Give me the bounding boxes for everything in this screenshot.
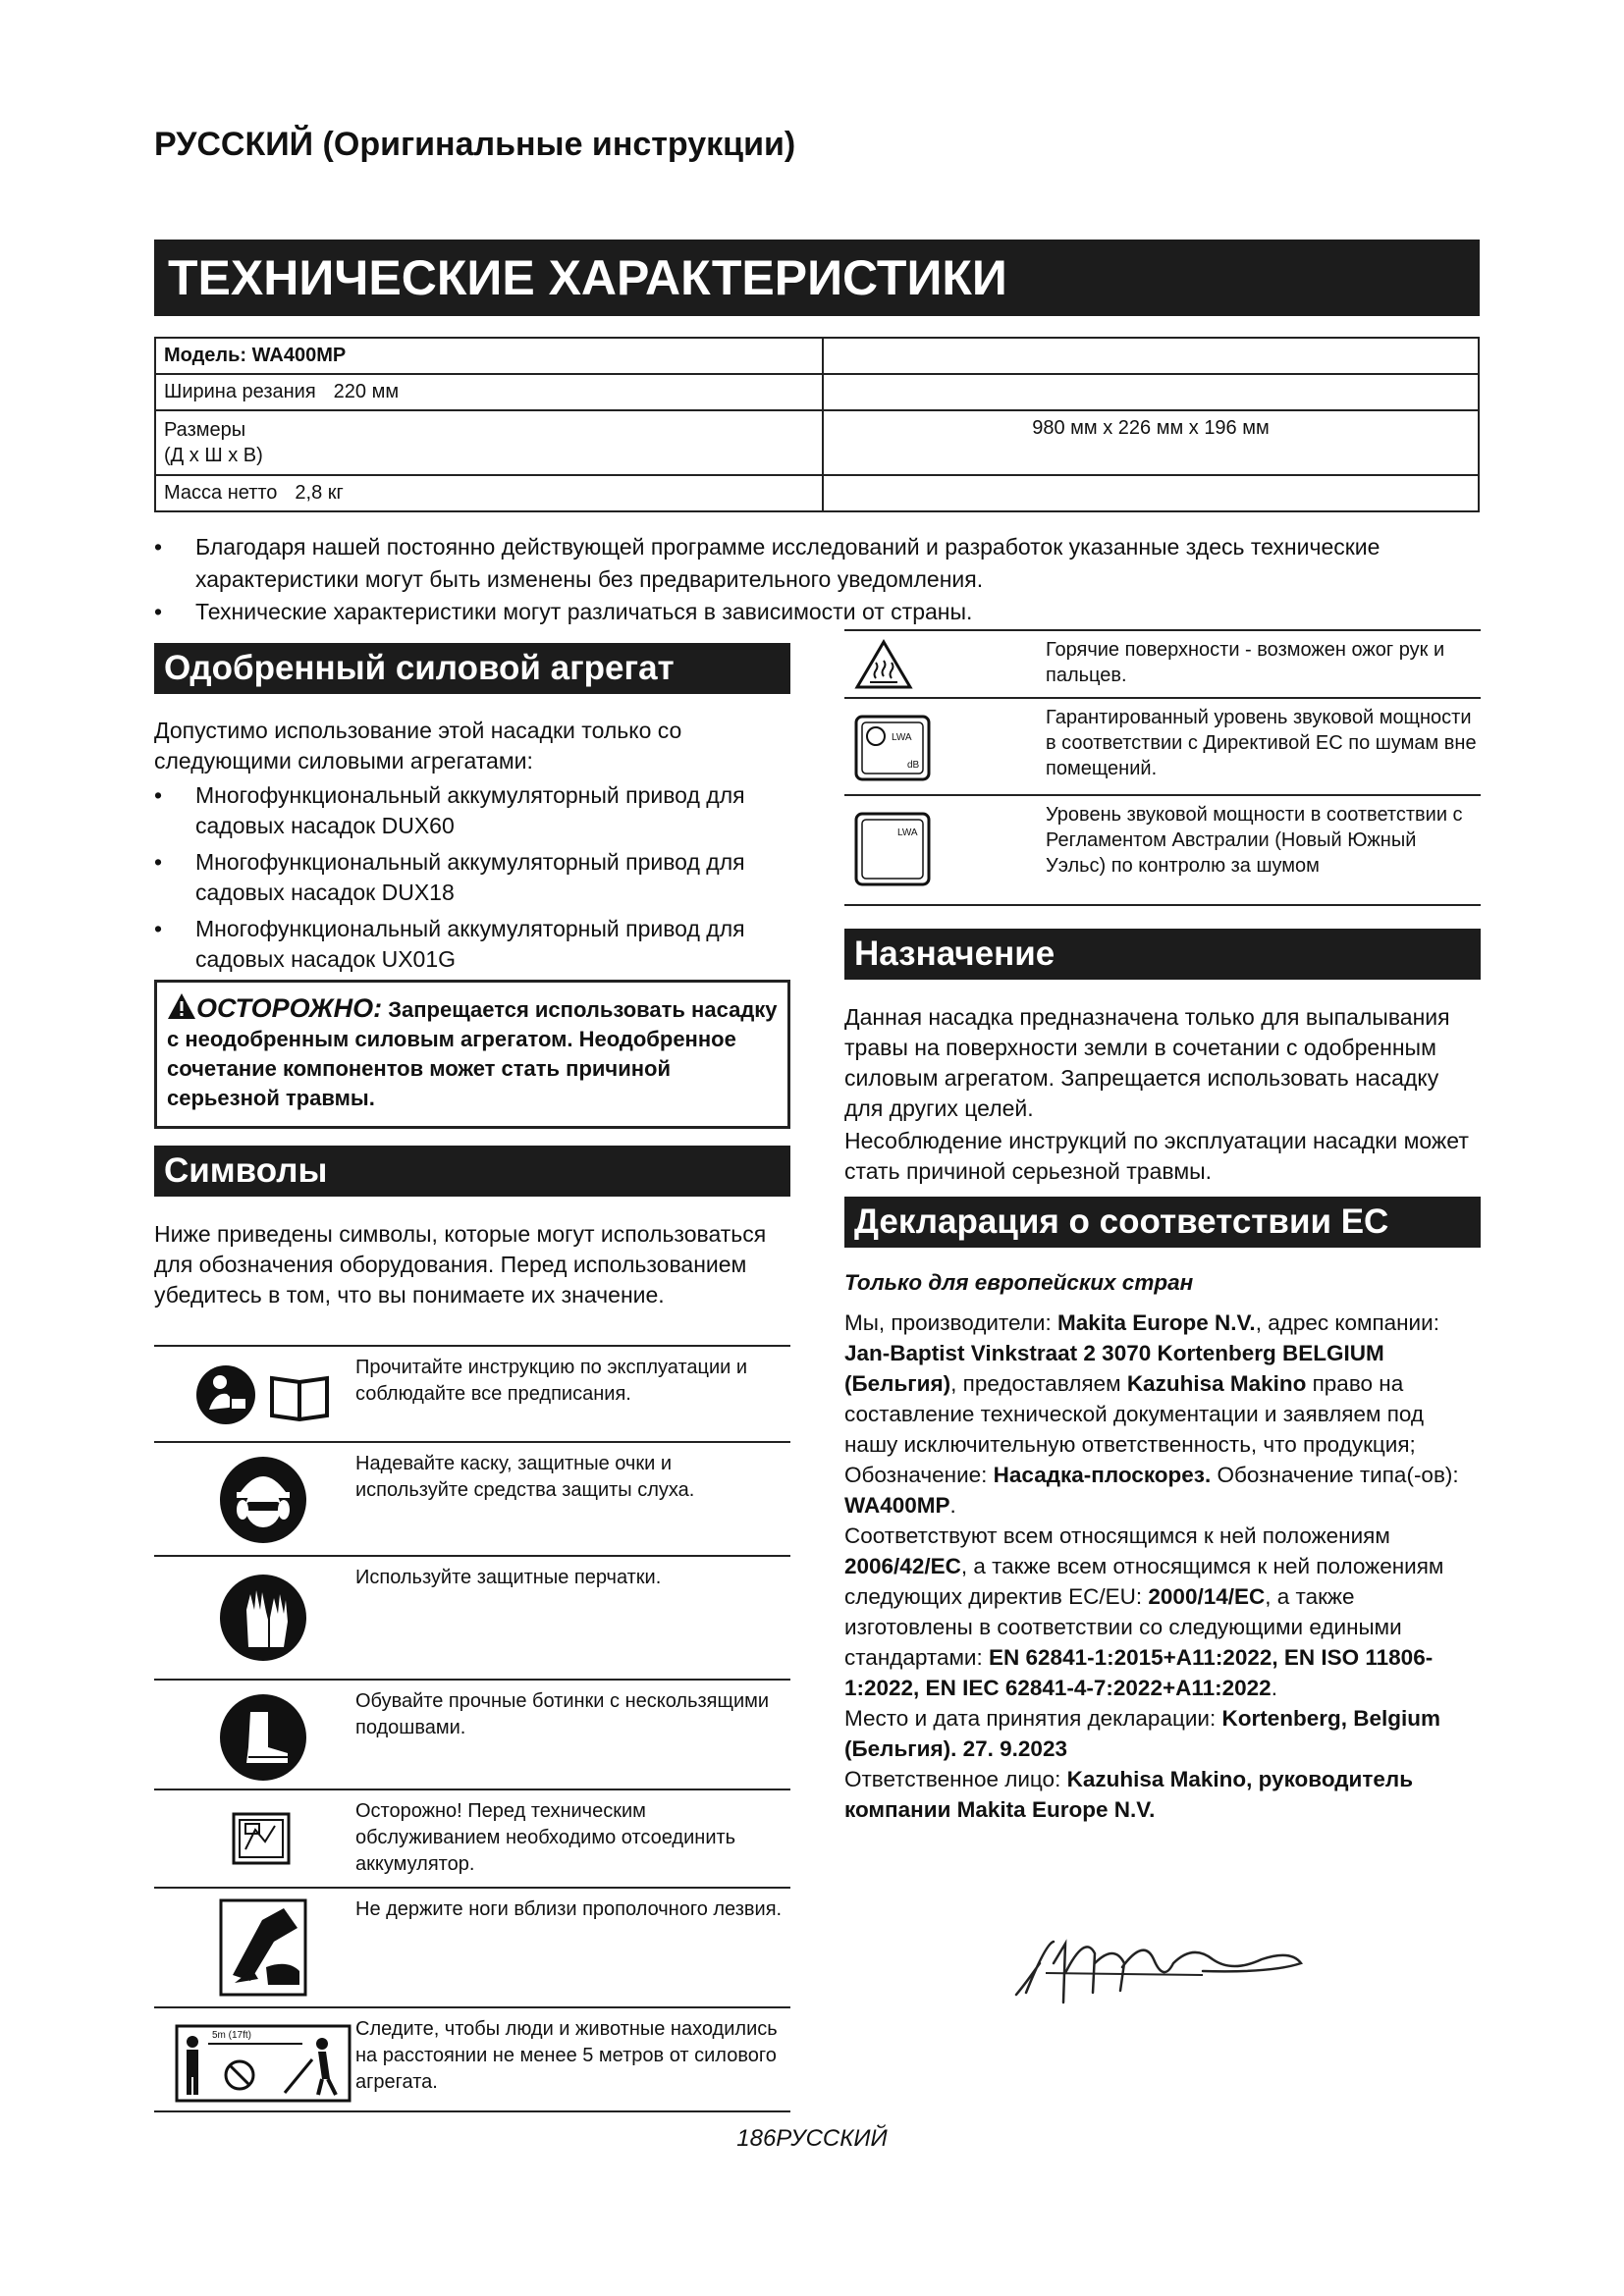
symbol-text: Надевайте каску, защитные очки и используйте средства защиты слуха. xyxy=(355,1453,695,1501)
symbol-row xyxy=(154,1790,790,1889)
symbol-text: Следите, чтобы люди и животные находились на расстоянии не менее 5 метров от силового агрегата. xyxy=(355,2018,778,2093)
boots-icon xyxy=(160,1690,366,1785)
symbol-row xyxy=(844,631,1481,699)
warning-triangle-icon xyxy=(167,992,196,1020)
text: право на составление технической документации и заявляем под нашу исключительную ответственность, что продукция; xyxy=(844,1371,1425,1457)
declaration-paragraph xyxy=(844,1460,1481,1521)
authorized-person: Kazuhisa Makino xyxy=(1126,1371,1307,1396)
spec-name: Масса нетто xyxy=(164,482,278,504)
spec-notes xyxy=(154,531,1460,628)
table-cell xyxy=(823,338,1479,374)
spec-value: 220 мм xyxy=(333,381,400,402)
declaration-paragraph xyxy=(844,1521,1481,1703)
text: Ответственное лицо: xyxy=(844,1767,1067,1791)
power-unit-intro: Допустимо использование этой насадки только со следующими силовыми агрегатами: xyxy=(154,718,682,774)
text: , а также изготовлены в соответствии со следующими едиными стандартами: xyxy=(844,1584,1402,1670)
hot-surface-icon xyxy=(854,639,913,690)
keep-feet-away-icon xyxy=(160,1898,366,1997)
symbol-text: Не держите ноги вблизи прополочного лезвия. xyxy=(355,1898,783,1920)
symbol-row xyxy=(844,796,1481,906)
spec-value: 2,8 кг xyxy=(295,482,344,504)
list-item-text: Многофункциональный аккумуляторный привод для садовых насадок DUX60 xyxy=(195,782,745,838)
list-item xyxy=(154,531,1460,596)
symbol-text: Обувайте прочные ботинки с нескользящими подошвами. xyxy=(355,1690,770,1738)
warning-text: Запрещается использовать насадку с неодобренным силовым агрегатом. Неодобренное сочетание компонентов может стать причиной серьезной травмы. xyxy=(167,997,778,1110)
helmet-goggles-earmuffs-icon xyxy=(160,1453,366,1547)
standards: EN 62841-1:2015+A11:2022, EN ISO 11806-1:2022, EN IEC 62841-4-7:2022+A11:2022 xyxy=(844,1645,1434,1700)
symbols-intro: Ниже приведены символы, которые могут использоваться для обозначения оборудования. Перед использованием убедитесь в том, что вы понимаете их значение. xyxy=(154,1221,767,1308)
svg-text:LWA: LWA xyxy=(892,732,912,743)
note-text: Технические характеристики могут различаться в зависимости от страны. xyxy=(195,599,973,624)
list-item-text: Многофункциональный аккумуляторный привод для садовых насадок UX01G xyxy=(195,916,745,972)
symbol-text: Гарантированный уровень звуковой мощности в соответствии с Директивой ЕС по шумам вне помещений. xyxy=(1046,707,1477,779)
table-cell xyxy=(823,374,1479,410)
text: . xyxy=(949,1493,956,1518)
main-heading: ТЕХНИЧЕСКИЕ ХАРАКТЕРИСТИКИ xyxy=(154,240,1480,316)
manufacturer-address: Jan-Baptist Vinkstraat 2 3070 Kortenberg BELGIUM (Бельгия) xyxy=(844,1341,1384,1396)
svg-text:dB: dB xyxy=(907,760,920,771)
list-item xyxy=(154,914,763,975)
purpose-warning-text: Несоблюдение инструкций по эксплуатации насадки может стать причиной серьезной травмы. xyxy=(844,1128,1469,1184)
table-row xyxy=(155,410,1479,475)
table-row xyxy=(155,338,1479,374)
directive: 2006/42/EC xyxy=(844,1554,961,1578)
text: , адрес компании: xyxy=(1255,1310,1439,1335)
section-heading-purpose: Назначение xyxy=(844,929,1481,980)
section-heading-declaration: Декларация о соответствии ЕС xyxy=(844,1197,1481,1248)
declaration-paragraph xyxy=(844,1703,1481,1764)
text: . xyxy=(1271,1676,1277,1700)
keep-distance-icon xyxy=(160,2024,366,2103)
product-model: WA400MP xyxy=(844,1493,950,1518)
power-unit-list xyxy=(154,780,763,975)
warning-box xyxy=(154,980,790,1129)
text: Обозначение типа(-ов): xyxy=(1211,1463,1459,1487)
svg-text:LWA: LWA xyxy=(897,828,918,838)
note-text: Благодаря нашей постоянно действующей программе исследований и разработок указанные здесь технические характеристики могут быть изменены без предварительного уведомления. xyxy=(195,534,1380,592)
text: , предоставляем xyxy=(950,1371,1127,1396)
read-manual-icon xyxy=(164,1361,370,1429)
spec-name: Размеры (Д x Ш x В) xyxy=(155,410,823,475)
declaration-place-date: Kortenberg, Belgium (Бельгия). 27. 9.2023 xyxy=(844,1706,1441,1761)
spec-value: 980 мм x 226 мм x 196 мм xyxy=(823,410,1479,475)
symbol-row xyxy=(844,699,1481,796)
sound-power-au-icon xyxy=(854,812,931,886)
symbol-row xyxy=(154,1681,790,1790)
directive: 2000/14/EC xyxy=(1148,1584,1266,1609)
text: , а также всем относящимся к ней положениям следующих директив ЕС/EU: xyxy=(844,1554,1444,1609)
text: Соответствуют всем относящимся к ней положениям xyxy=(844,1523,1390,1548)
symbol-row xyxy=(154,2008,790,2112)
symbol-text: Уровень звуковой мощности в соответствии с Регламентом Австралии (Новый Южный Уэльс) по контролю за шумом xyxy=(1046,804,1463,877)
page-footer: 186РУССКИЙ xyxy=(736,2125,888,2152)
list-item xyxy=(154,847,763,908)
remove-battery-icon xyxy=(158,1812,364,1865)
text: Место и дата принятия декларации: xyxy=(844,1706,1222,1731)
sound-power-ec-icon xyxy=(854,715,931,781)
table-row xyxy=(155,475,1479,511)
table-cell xyxy=(823,475,1479,511)
symbol-row xyxy=(154,1889,790,2008)
gloves-icon xyxy=(160,1571,366,1665)
declaration-paragraph xyxy=(844,1764,1481,1825)
symbol-row xyxy=(154,1443,790,1557)
distance-label: 5m (17ft) xyxy=(209,2030,254,2041)
symbol-text: Горячие поверхности - возможен ожог рук и пальцев. xyxy=(1046,639,1445,686)
warning-word: ОСТОРОЖНО: xyxy=(196,993,383,1023)
signature-image xyxy=(1006,1924,1321,2012)
symbol-text: Осторожно! Перед техническим обслуживанием необходимо отсоединить аккумулятор. xyxy=(355,1800,736,1875)
spec-table xyxy=(154,337,1480,512)
declaration-paragraph xyxy=(844,1308,1481,1460)
table-cell xyxy=(155,475,823,511)
declaration-body xyxy=(844,1308,1481,1825)
product-designation: Насадка-плоскорез. xyxy=(993,1463,1212,1487)
symbol-row xyxy=(154,1347,790,1443)
language-title: РУССКИЙ (Оригинальные инструкции) xyxy=(154,126,796,163)
model-label: Модель: WA400MP xyxy=(155,338,823,374)
section-heading-symbols: Символы xyxy=(154,1146,790,1197)
text: Мы, производители: xyxy=(844,1310,1057,1335)
symbol-text: Используйте защитные перчатки. xyxy=(355,1567,662,1588)
list-item-text: Многофункциональный аккумуляторный привод для садовых насадок DUX18 xyxy=(195,849,745,905)
symbol-row xyxy=(154,1557,790,1681)
list-item xyxy=(154,780,763,841)
section-heading-power-unit: Одобренный силовой агрегат xyxy=(154,643,790,694)
declaration-subheading: Только для европейских стран xyxy=(844,1270,1194,1295)
manufacturer-name: Makita Europe N.V. xyxy=(1056,1310,1256,1335)
text: Обозначение: xyxy=(844,1463,994,1487)
symbol-text: Прочитайте инструкцию по эксплуатации и соблюдайте все предписания. xyxy=(355,1357,748,1405)
spec-name: Ширина резания xyxy=(164,381,316,402)
table-cell xyxy=(155,374,823,410)
responsible-person: Kazuhisa Makino, руководитель компании Makita Europe N.V. xyxy=(844,1767,1414,1822)
list-item xyxy=(154,596,1460,628)
table-row xyxy=(155,374,1479,410)
purpose-text: Данная насадка предназначена только для выпалывания травы на поверхности земли в сочетании с одобренным силовым агрегатом. Запрещается использовать насадку для других целей. xyxy=(844,1004,1450,1121)
